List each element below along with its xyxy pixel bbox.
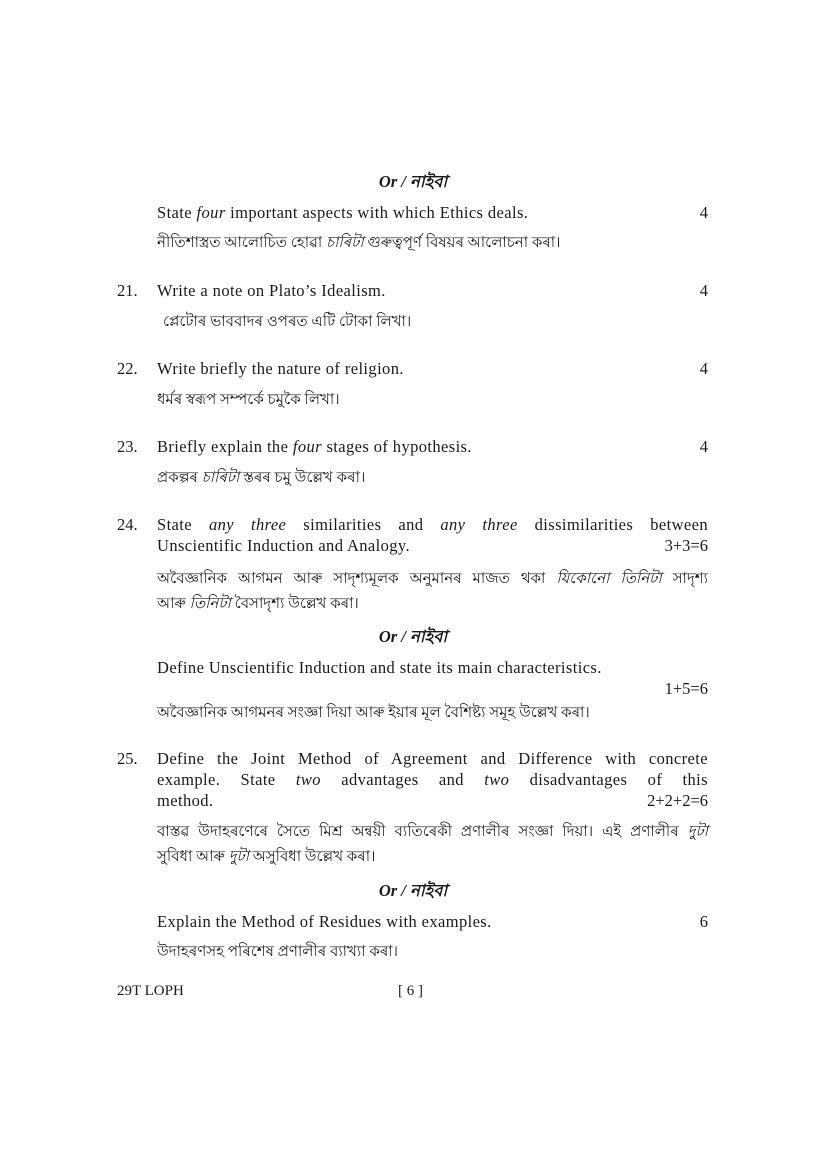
- question-21-english: Write a note on Plato’s Idealism.: [157, 281, 386, 300]
- text: অসুবিধা উল্লেখ কৰা।: [249, 849, 376, 865]
- marks: 4: [699, 203, 708, 222]
- question-23-assamese: [157, 468, 708, 488]
- text: example. State: [157, 770, 296, 789]
- emphasis: four: [196, 203, 226, 222]
- emphasis: চাৰিটা: [201, 470, 240, 486]
- text: Briefly explain the: [157, 437, 293, 456]
- emphasis: দুটা: [228, 849, 250, 865]
- text: advantages and: [320, 770, 485, 789]
- marks: 2+2+2=6: [647, 791, 708, 810]
- text: নীতিশাস্ত্রত আলোচিত হোৱা: [157, 235, 326, 251]
- question-22-english: Write briefly the nature of religion.: [157, 359, 404, 378]
- question-24-assamese-line2: [157, 594, 708, 614]
- page-number: [ 6 ]: [398, 983, 423, 999]
- emphasis: any three: [208, 515, 287, 534]
- question-24-assamese-line1: [157, 569, 708, 589]
- text: State: [157, 203, 197, 222]
- emphasis: two: [484, 770, 510, 789]
- or-divider: Or / নাইবা: [378, 172, 448, 191]
- text: স্তৰৰ চমু উল্লেখ কৰা।: [239, 470, 366, 486]
- question-number: 25.: [117, 749, 138, 768]
- marks: 3+3=6: [664, 536, 708, 555]
- question-25-english-line3: method.: [157, 791, 214, 810]
- emphasis: two: [295, 770, 321, 789]
- question-number: 22.: [117, 359, 138, 378]
- text: stages of hypothesis.: [321, 437, 472, 456]
- emphasis: যিকোনো তিনিটা: [556, 571, 662, 587]
- question-24-alt-assamese: অবৈজ্ঞানিক আগমনৰ সংজ্ঞা দিয়া আৰু ইয়াৰ মূল বৈশিষ্ট্য সমূহ উল্লেখ কৰা।: [157, 705, 590, 721]
- question-25-english-line2: [157, 770, 708, 790]
- question-20-alt-assamese: [157, 233, 708, 253]
- question-25-english-line1: Define the Joint Method of Agreement and Difference with concrete: [157, 749, 708, 768]
- emphasis: চাৰিটা: [325, 235, 364, 251]
- question-21-assamese: প্লেটোৰ ভাববাদৰ ওপৰত এটি টোকা লিখা।: [163, 314, 412, 330]
- question-20-alt-english: [157, 203, 708, 223]
- marks: 4: [699, 281, 708, 300]
- emphasis: any three: [440, 515, 518, 534]
- marks: 4: [699, 437, 708, 456]
- text: বৈসাদৃশ্য উল্লেখ কৰা।: [230, 596, 359, 612]
- emphasis: four: [292, 437, 322, 456]
- question-23-english: [157, 437, 708, 457]
- text: আৰু: [157, 596, 190, 612]
- paper-code: 29T LOPH: [117, 983, 184, 999]
- emphasis: দুটা: [687, 824, 708, 840]
- or-divider: Or / নাইবা: [378, 627, 448, 646]
- or-divider: Or / নাইবা: [378, 881, 448, 900]
- question-25-assamese-line2: [157, 847, 708, 867]
- question-number: 21.: [117, 281, 138, 300]
- question-25-alt-english: Explain the Method of Residues with examples.: [157, 912, 492, 931]
- text: সাদৃশ্য: [661, 571, 708, 587]
- emphasis: তিনিটা: [189, 596, 231, 612]
- marks: 6: [699, 912, 708, 931]
- text: disadvantages of this: [509, 770, 708, 789]
- question-24-english-line2: Unscientific Induction and Analogy.: [157, 536, 411, 555]
- question-25-assamese-line1: [157, 822, 708, 842]
- question-number: 24.: [117, 515, 138, 534]
- text: অবৈজ্ঞানিক আগমন আৰু সাদৃশ্যমূলক অনুমানৰ মাজত থকা: [157, 571, 557, 587]
- text: গুৰুত্বপূৰ্ণ বিষয়ৰ আলোচনা কৰা।: [363, 235, 561, 251]
- text: বাস্তৱ উদাহৰণেৰে সৈতে মিশ্ৰ অন্বয়ী ব্যতিৰেকী প্ৰণালীৰ সংজ্ঞা দিয়া। এই প্ৰণালীৰ: [157, 824, 688, 840]
- marks: 4: [699, 359, 708, 378]
- question-24-english-line1: [157, 515, 708, 535]
- marks: 1+5=6: [664, 679, 708, 698]
- question-number: 23.: [117, 437, 138, 456]
- question-22-assamese: ধৰ্মৰ স্বৰূপ সম্পৰ্কে চমুকৈ লিখা।: [157, 392, 340, 408]
- text: similarities and: [286, 515, 441, 534]
- text: সুবিধা আৰু: [157, 849, 229, 865]
- question-24-alt-english: Define Unscientific Induction and state its main characteristics.: [157, 658, 602, 677]
- text: প্ৰকল্পৰ: [157, 470, 202, 486]
- text: State: [157, 515, 209, 534]
- text: dissimilarities between: [517, 515, 708, 534]
- text: important aspects with which Ethics deals.: [225, 203, 529, 222]
- question-25-alt-assamese: উদাহৰণসহ পৰিশেষ প্ৰণালীৰ ব্যাখ্যা কৰা।: [157, 944, 398, 960]
